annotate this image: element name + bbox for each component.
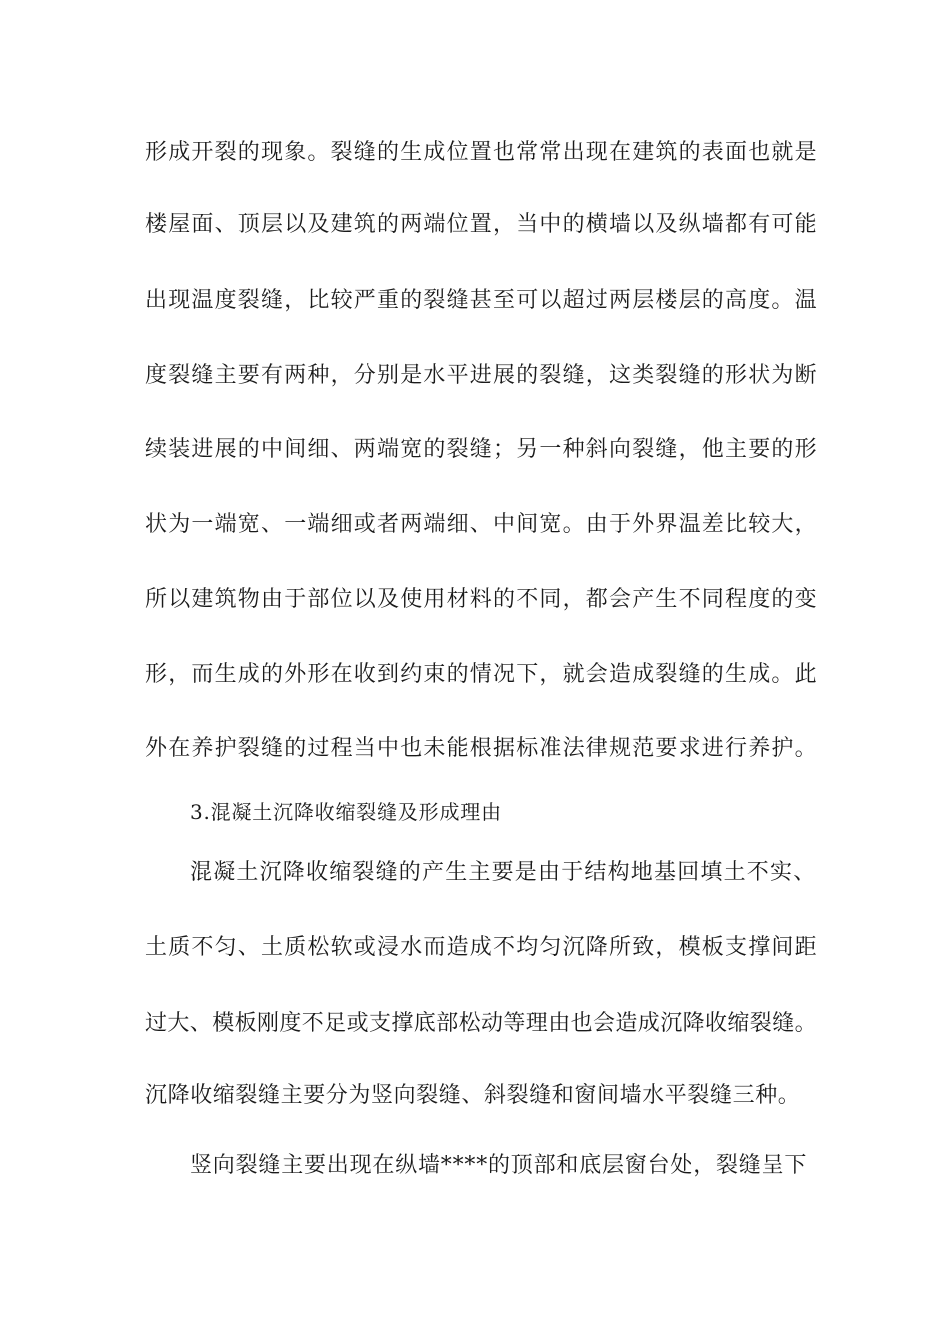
body-text-line: 竖向裂缝主要出现在纵墙****的顶部和底层窗台处，裂缝呈下	[190, 1153, 808, 1178]
body-text-line: 过大、模板刚度不足或支撑底部松动等理由也会造成沉降收缩裂缝。	[145, 1011, 818, 1036]
body-text-line: 混凝土沉降收缩裂缝的产生主要是由于结构地基回填土不实、	[190, 860, 817, 885]
body-text-line: 外在养护裂缝的过程当中也未能根据标准法律规范要求进行养护。	[145, 736, 818, 761]
body-text-line: 沉降收缩裂缝主要分为竖向裂缝、斜裂缝和窗间墙水平裂缝三种。	[145, 1083, 801, 1108]
body-text-line: 续装进展的中间细、两端宽的裂缝；另一种斜向裂缝，他主要的形	[145, 437, 818, 462]
body-text-line: 土质不匀、土质松软或浸水而造成不均匀沉降所致，模板支撑间距	[145, 935, 818, 960]
body-text-line: 出现温度裂缝，比较严重的裂缝甚至可以超过两层楼层的高度。温	[145, 288, 818, 313]
section-heading: 3.混凝土沉降收缩裂缝及形成理由	[190, 800, 502, 824]
body-text-line: 形，而生成的外形在收到约束的情况下，就会造成裂缝的生成。此	[145, 662, 818, 687]
body-text-line: 形成开裂的现象。裂缝的生成位置也常常出现在建筑的表面也就是	[145, 140, 818, 165]
body-text-line: 所以建筑物由于部位以及使用材料的不同，都会产生不同程度的变	[145, 587, 818, 612]
body-text-line: 度裂缝主要有两种，分别是水平进展的裂缝，这类裂缝的形状为断	[145, 363, 818, 388]
body-text-line: 状为一端宽、一端细或者两端细、中间宽。由于外界温差比较大，	[145, 512, 818, 537]
body-text-line: 楼屋面、顶层以及建筑的两端位置，当中的横墙以及纵墙都有可能	[145, 212, 818, 237]
